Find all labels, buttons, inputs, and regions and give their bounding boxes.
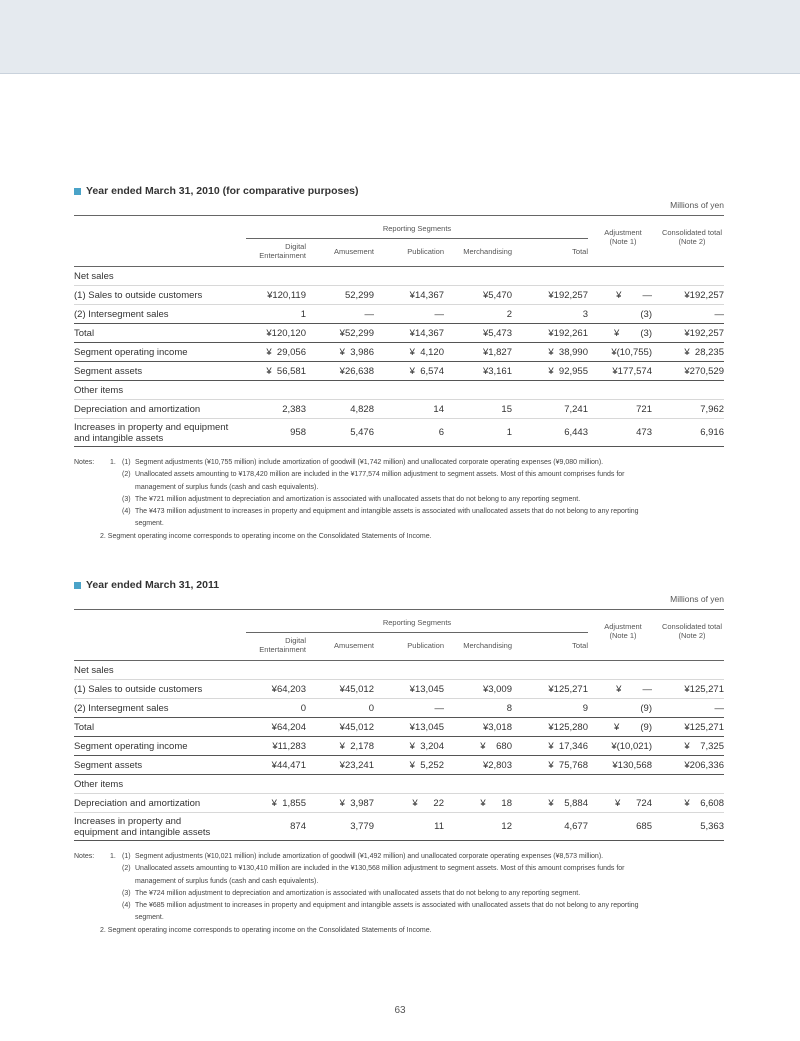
units-label: Millions of yen xyxy=(670,594,724,604)
square-bullet-icon xyxy=(74,188,81,195)
notes: Notes: 1. (1) Segment adjustments (¥10,755 million) include amortization of goodwill (¥1,742 million) and unallocated corporate operating expenses (¥9,080 million). (2) Unallocated assets amounting to ¥178,420 million are included in the ¥177,574 million adjustment to segment assets. Most of this amount comprises funds for management of surplus funds (cash and cash equivalents). (3) The ¥721 million adjustment to depreciation and amortization is associated with unallocated assets that do not belong to any reporting segment. (4) The ¥473 million adjustment to increases in property and equipment and intangible assets is associated with unallocated assets that do not belong to any reporting segment. 2. Segment operating income corresponds to operating income on the Consolidated Statements of Income. xyxy=(74,459,639,540)
col-header-adjustment: Adjustment (Note 1) xyxy=(604,228,642,246)
table-row: Increases in property and equipment and intangible assets 958 5,476 6 1 6,443 473 6,916 xyxy=(74,419,724,447)
table-header xyxy=(74,215,724,267)
table-row: Segment operating income ¥ 29,056 ¥ 3,986 ¥ 4,120 ¥1,827 ¥ 38,990 ¥(10,755) ¥ 28,235 xyxy=(74,343,724,362)
col-header-amusement: Amusement xyxy=(333,641,374,650)
table-header xyxy=(74,609,724,661)
col-header-consolidated: Consolidated total (Note 2) xyxy=(661,228,723,246)
units-label: Millions of yen xyxy=(670,200,724,210)
section-title: Year ended March 31, 2010 (for comparative purposes) xyxy=(74,184,724,198)
table-row: Segment operating income ¥11,283 ¥ 2,178 ¥ 3,204 ¥ 680 ¥ 17,346 ¥(10,021) ¥ 7,325 xyxy=(74,737,724,756)
col-header-adjustment: Adjustment (Note 1) xyxy=(604,622,642,640)
col-header-amusement: Amusement xyxy=(333,247,374,256)
section-title: Year ended March 31, 2011 xyxy=(74,578,724,592)
table-row: Total ¥120,120 ¥52,299 ¥14,367 ¥5,473 ¥192,261 ¥ (3) ¥192,257 xyxy=(74,324,724,343)
col-header-digital: Digital Entertainment xyxy=(259,242,306,260)
col-header-merchandising: Merchandising xyxy=(463,247,512,256)
table-row: Segment assets ¥44,471 ¥23,241 ¥ 5,252 ¥2,803 ¥ 75,768 ¥130,568 ¥206,336 xyxy=(74,756,724,775)
table-row: Total ¥64,204 ¥45,012 ¥13,045 ¥3,018 ¥125,280 ¥ (9) ¥125,271 xyxy=(74,718,724,737)
table-section-2010 xyxy=(74,184,724,543)
header-band xyxy=(0,0,800,74)
table-row: Depreciation and amortization 2,383 4,828 14 15 7,241 721 7,962 xyxy=(74,400,724,419)
table-row: Other items xyxy=(74,775,724,794)
table-row: Net sales xyxy=(74,267,724,286)
col-header-digital: Digital Entertainment xyxy=(259,636,306,654)
col-header-consolidated: Consolidated total (Note 2) xyxy=(661,622,723,640)
table-row: Segment assets ¥ 56,581 ¥26,638 ¥ 6,574 ¥3,161 ¥ 92,955 ¥177,574 ¥270,529 xyxy=(74,362,724,381)
group-header-rule xyxy=(246,238,588,239)
table-row: (2) Intersegment sales 1 — — 2 3 (3) — xyxy=(74,305,724,324)
col-header-total: Total xyxy=(572,247,588,256)
col-header-merchandising: Merchandising xyxy=(463,641,512,650)
table-row: Depreciation and amortization ¥ 1,855 ¥ 3,987 ¥ 22 ¥ 18 ¥ 5,884 ¥ 724 ¥ 6,608 xyxy=(74,794,724,813)
table-row: Net sales xyxy=(74,661,724,680)
table-row: (1) Sales to outside customers ¥64,203 ¥45,012 ¥13,045 ¥3,009 ¥125,271 ¥ — ¥125,271 xyxy=(74,680,724,699)
page-number: 63 xyxy=(394,1005,406,1016)
group-header: Reporting Segments xyxy=(382,618,452,627)
table-row: (2) Intersegment sales 0 0 — 8 9 (9) — xyxy=(74,699,724,718)
notes: Notes: 1. (1) Segment adjustments (¥10,021 million) include amortization of goodwill (¥1,492 million) and unallocated corporate operating expenses (¥8,573 million). (2) Unallocated assets amounting to ¥130,410 million are included in the ¥130,568 million adjustment to segment assets. Most of this amount comprises funds for management of surplus funds (cash and cash equivalents). (3) The ¥724 million adjustment to depreciation and amortization is associated with unallocated assets that do not belong to any reporting segment. (4) The ¥685 million adjustment to increases in property and equipment and intangible assets is associated with unallocated assets that do not belong to any reporting segment. 2. Segment operating income corresponds to operating income on the Consolidated Statements of Income. xyxy=(74,853,639,934)
col-header-publication: Publication xyxy=(407,247,444,256)
square-bullet-icon xyxy=(74,582,81,589)
table-section-2011 xyxy=(74,578,724,937)
table-row: Other items xyxy=(74,381,724,400)
col-header-total: Total xyxy=(572,641,588,650)
col-header-publication: Publication xyxy=(407,641,444,650)
group-header: Reporting Segments xyxy=(382,224,452,233)
group-header-rule xyxy=(246,632,588,633)
table-row: (1) Sales to outside customers ¥120,119 52,299 ¥14,367 ¥5,470 ¥192,257 ¥ — ¥192,257 xyxy=(74,286,724,305)
table-row: Increases in property and equipment and intangible assets 874 3,779 11 12 4,677 685 5,363 xyxy=(74,813,724,841)
